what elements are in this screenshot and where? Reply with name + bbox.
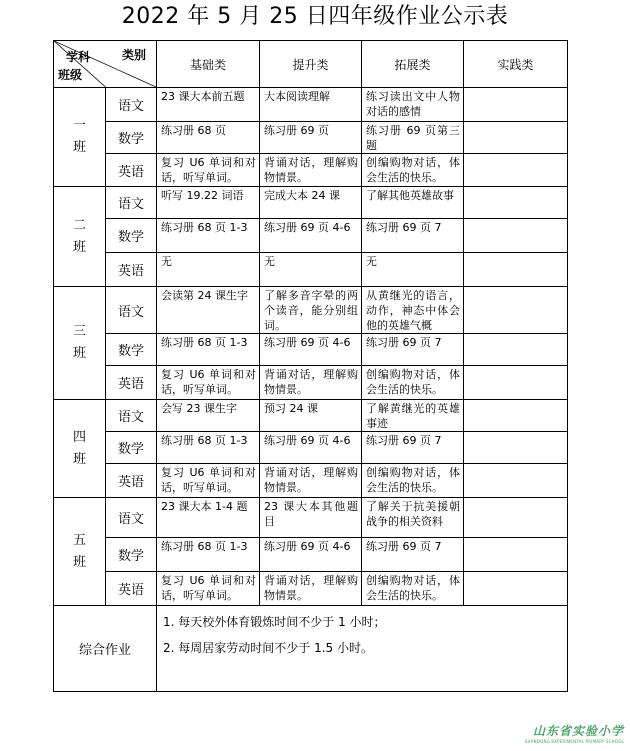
- class-name-line2: 班: [72, 239, 86, 255]
- homework-cell-practice: [464, 253, 568, 287]
- summary-label: 综合作业: [54, 606, 157, 692]
- table-row: [54, 432, 568, 464]
- class-name-cell: [54, 400, 106, 498]
- homework-cell-practice: [464, 122, 568, 154]
- homework-cell-practice: [464, 538, 568, 572]
- homework-cell-basic: 练习册 68 页 1-3: [157, 538, 260, 572]
- homework-cell-basic: 复习 U6 单词和对话，听写单词。: [157, 464, 260, 498]
- table-row: [54, 498, 568, 538]
- subject-cell: 英语: [106, 253, 157, 287]
- column-header-basic: 基础类: [157, 41, 260, 88]
- homework-cell-basic: 会读第 24 课生字: [157, 287, 260, 334]
- homework-cell-basic: 练习册 68 页 1-3: [157, 219, 260, 253]
- table-row: [54, 334, 568, 366]
- subject-cell: 英语: [106, 572, 157, 606]
- homework-cell-extend: 练习册 69 页 7: [362, 538, 464, 572]
- homework-cell-improve: 了解多音字晕的两个读音，能分别组词。: [260, 287, 362, 334]
- homework-cell-extend: 练习读出文中人物对话的感情: [362, 88, 464, 122]
- homework-cell-improve: 背诵对话，理解购物情景。: [260, 572, 362, 606]
- subject-cell: 英语: [106, 366, 157, 400]
- class-name-line2: 班: [72, 451, 86, 467]
- table-row: [54, 122, 568, 154]
- subject-cell: 数学: [106, 219, 157, 253]
- header-row: [54, 41, 568, 88]
- homework-cell-improve: 大本阅读理解: [260, 88, 362, 122]
- table-row: [54, 253, 568, 287]
- homework-table: [53, 40, 568, 692]
- homework-cell-extend: 创编购物对话，体会生活的快乐。: [362, 572, 464, 606]
- column-header-extend: 拓展类: [362, 41, 464, 88]
- homework-cell-improve: 背诵对话，理解购物情景。: [260, 464, 362, 498]
- homework-cell-improve: 预习 24 课: [260, 400, 362, 432]
- homework-cell-improve: 练习册 69 页 4-6: [260, 219, 362, 253]
- page-title: 2022 年 5 月 25 日四年级作业公示表: [121, 4, 509, 29]
- class-name-line1: 五: [72, 532, 86, 548]
- table-row: [54, 154, 568, 187]
- class-name-line2: 班: [72, 140, 86, 155]
- homework-cell-practice: [464, 366, 568, 400]
- subject-cell: 数学: [106, 432, 157, 464]
- school-logo-subtitle: SHANDONG EXPERIMENTAL PRIMARY SCHOOL: [524, 739, 624, 744]
- homework-cell-extend: 从黄继光的语言，动作，神态中体会他的英雄气概: [362, 287, 464, 334]
- homework-cell-improve: 背诵对话，理解购物情景。: [260, 154, 362, 187]
- homework-cell-improve: 练习册 69 页 4-6: [260, 432, 362, 464]
- homework-cell-extend: 练习册 69 页 7: [362, 219, 464, 253]
- table-row: [54, 88, 568, 122]
- class-name-cell: [54, 498, 106, 606]
- homework-cell-practice: [464, 154, 568, 187]
- class-name-line1: 一: [72, 118, 86, 133]
- homework-cell-practice: [464, 498, 568, 538]
- table-row: [54, 464, 568, 498]
- homework-cell-practice: [464, 287, 568, 334]
- homework-cell-extend: 练习册 69 页 7: [362, 334, 464, 366]
- class-name-line1: 三: [72, 324, 86, 339]
- homework-cell-improve: 无: [260, 253, 362, 287]
- homework-cell-extend: 了解关于抗美援朝战争的相关资料: [362, 498, 464, 538]
- homework-cell-basic: 练习册 68 页 1-3: [157, 334, 260, 366]
- homework-cell-basic: 练习册 68 页 1-3: [157, 432, 260, 464]
- homework-cell-basic: 复习 U6 单词和对话，听写单词。: [157, 154, 260, 187]
- homework-cell-practice: [464, 400, 568, 432]
- homework-cell-basic: 23 课大本前五题: [157, 88, 260, 122]
- table-row: [54, 287, 568, 334]
- subject-cell: 语文: [106, 88, 157, 122]
- subject-cell: 语文: [106, 187, 157, 219]
- column-header-practice: 实践类: [464, 41, 568, 88]
- homework-cell-basic: 无: [157, 253, 260, 287]
- table-row: [54, 187, 568, 219]
- summary-item: 2. 每周居家劳动时间不少于 1.5 小时。: [163, 641, 373, 655]
- column-header-improve: 提升类: [260, 41, 362, 88]
- homework-cell-extend: 练习册 69 页 7: [362, 432, 464, 464]
- summary-content: [157, 606, 568, 692]
- homework-cell-extend: 了解黄继光的英雄事迹: [362, 400, 464, 432]
- homework-cell-improve: 背诵对话，理解购物情景。: [260, 366, 362, 400]
- homework-cell-extend: 了解其他英雄故事: [362, 187, 464, 219]
- header-corner-cell: [54, 41, 157, 88]
- homework-cell-practice: [464, 334, 568, 366]
- homework-cell-basic: 听写 19.22 词语: [157, 187, 260, 219]
- table-row: [54, 366, 568, 400]
- table-row: [54, 538, 568, 572]
- homework-cell-extend: 创编购物对话，体会生活的快乐。: [362, 366, 464, 400]
- homework-cell-extend: 创编购物对话，体会生活的快乐。: [362, 154, 464, 187]
- subject-cell: 英语: [106, 154, 157, 187]
- homework-cell-improve: 练习册 69 页 4-6: [260, 334, 362, 366]
- class-name-line1: 四: [72, 429, 86, 445]
- homework-cell-improve: 23 课大本其他题目: [260, 498, 362, 538]
- subject-cell: 数学: [106, 122, 157, 154]
- table-row: [54, 219, 568, 253]
- subject-cell: 语文: [106, 287, 157, 334]
- summary-row: [54, 606, 568, 692]
- class-name-cell: [54, 88, 106, 187]
- homework-cell-extend: 练习册 69 页第三题: [362, 122, 464, 154]
- summary-item: 1. 每天校外体育锻炼时间不少于 1 小时；: [163, 615, 386, 629]
- homework-cell-improve: 完成大本 24 课: [260, 187, 362, 219]
- homework-cell-extend: 创编购物对话，体会生活的快乐。: [362, 464, 464, 498]
- class-name-line1: 二: [72, 217, 86, 233]
- homework-cell-basic: 23 课大本 1-4 题: [157, 498, 260, 538]
- homework-cell-improve: 练习册 69 页: [260, 122, 362, 154]
- class-label: 班级: [58, 68, 83, 82]
- homework-cell-basic: 会写 23 课生字: [157, 400, 260, 432]
- subject-cell: 语文: [106, 400, 157, 432]
- homework-cell-basic: 复习 U6 单词和对话，听写单词。: [157, 572, 260, 606]
- homework-cell-extend: 无: [362, 253, 464, 287]
- subject-label: 学科: [66, 50, 91, 64]
- table-row: [54, 572, 568, 606]
- homework-cell-practice: [464, 219, 568, 253]
- class-name-cell: [54, 287, 106, 400]
- subject-cell: 数学: [106, 538, 157, 572]
- subject-cell: 英语: [106, 464, 157, 498]
- homework-cell-practice: [464, 572, 568, 606]
- homework-cell-practice: [464, 88, 568, 122]
- subject-cell: 数学: [106, 334, 157, 366]
- school-logo: 山东省实验小学: [532, 724, 624, 738]
- class-name-line2: 班: [72, 554, 86, 570]
- category-label: 类别: [121, 48, 146, 62]
- homework-cell-practice: [464, 187, 568, 219]
- class-name-cell: [54, 187, 106, 287]
- subject-cell: 语文: [106, 498, 157, 538]
- homework-cell-practice: [464, 432, 568, 464]
- homework-cell-improve: 练习册 69 页 4-6: [260, 538, 362, 572]
- homework-cell-basic: 练习册 68 页: [157, 122, 260, 154]
- homework-cell-basic: 复习 U6 单词和对话，听写单词。: [157, 366, 260, 400]
- homework-cell-practice: [464, 464, 568, 498]
- table-row: [54, 400, 568, 432]
- class-name-line2: 班: [72, 346, 86, 361]
